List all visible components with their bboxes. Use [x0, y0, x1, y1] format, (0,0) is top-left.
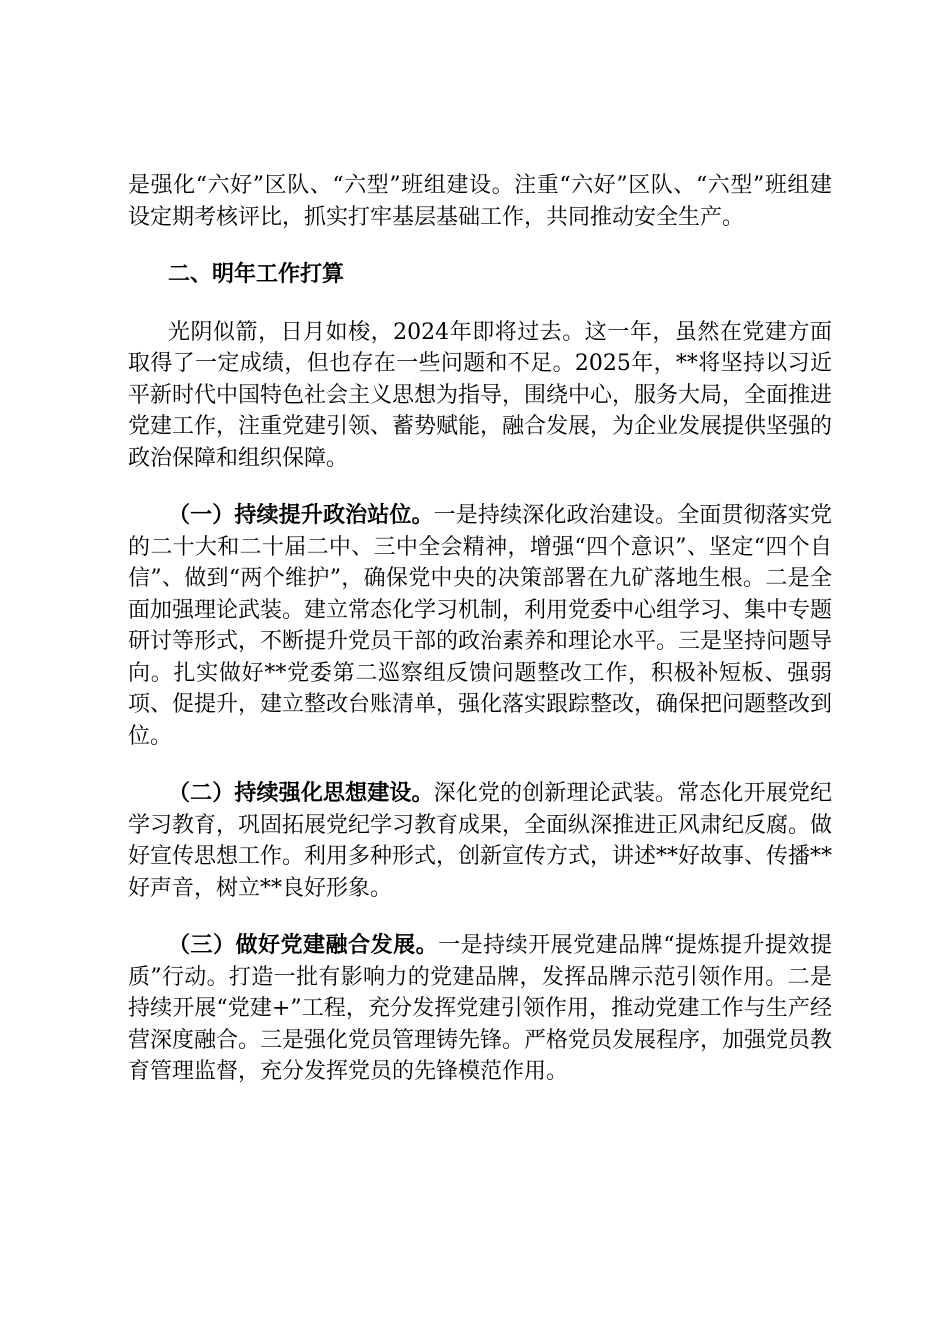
item-1-body: 一是持续深化政治建设。全面贯彻落实党的二十大和二十届二中、三中全会精神，增强“四个意识”、坚定“四个自信”、做到“两个维护”，确保党中央的决策部署在九矿落地生根。二是全面加强理论武装。建立常态化学习机制，利用党委中心组学习、集中专题研讨等形式，不断提升党员干部的政治素养和理论水平。三是坚持问题导向。扎实做好**党委第二巡察组反馈问题整改工作，积极补短板、强弱项、促提升，建立整改台账清单，强化落实跟踪整改，确保把问题整改到位。 — [128, 503, 833, 749]
paragraph-continuation: 是强化“六好”区队、“六型”班组建设。注重“六好”区队、“六型”班组建设定期考核评比，抓实打牢基层基础工作，共同推动安全生产。 — [128, 173, 832, 230]
paragraph-intro: 光阴似箭，日月如梭，2024年即将过去。这一年，虽然在党建方面取得了一定成绩，但也存在一些问题和不足。2025年，**将坚持以习近平新时代中国特色社会主义思想为指导，围绕中心，服务大局，全面推进党建工作，注重党建引领、蓄势赋能，融合发展，为企业发展提供坚强的政治保障和组织保障。 — [128, 319, 833, 471]
paragraph-item-3 — [128, 930, 832, 1088]
paragraph-item-2 — [128, 778, 832, 904]
item-3-body: 一是持续开展党建品牌“提炼提升提效提质”行动。打造一批有影响力的党建品牌，发挥品牌示范引领作用。二是持续开展“党建+”工程，充分发挥党建引领作用，推动党建工作与生产经营深度融合。三是强化党员管理铸先锋。严格党员发展程序，加强党员教育管理监督，充分发挥党员的先锋模范作用。 — [128, 933, 833, 1084]
item-2-body: 深化党的创新理论武装。常态化开展党纪学习教育，巩固拓展党纪学习教育成果，全面纵深推进正风肃纪反腐。做好宣传思想工作。利用多种形式，创新宣传方式，讲述**好故事、传播**好声音，树立**良好形象。 — [128, 781, 833, 901]
item-1-heading: （一）持续提升政治站位。 — [168, 503, 434, 528]
paragraph-item-1 — [128, 500, 832, 752]
section-heading: 二、明年工作打算 — [168, 262, 345, 287]
item-2-heading: （二）持续强化思想建设。 — [168, 781, 434, 806]
item-3-heading: （三）做好党建融合发展。 — [168, 933, 439, 958]
document-body — [128, 170, 832, 1114]
